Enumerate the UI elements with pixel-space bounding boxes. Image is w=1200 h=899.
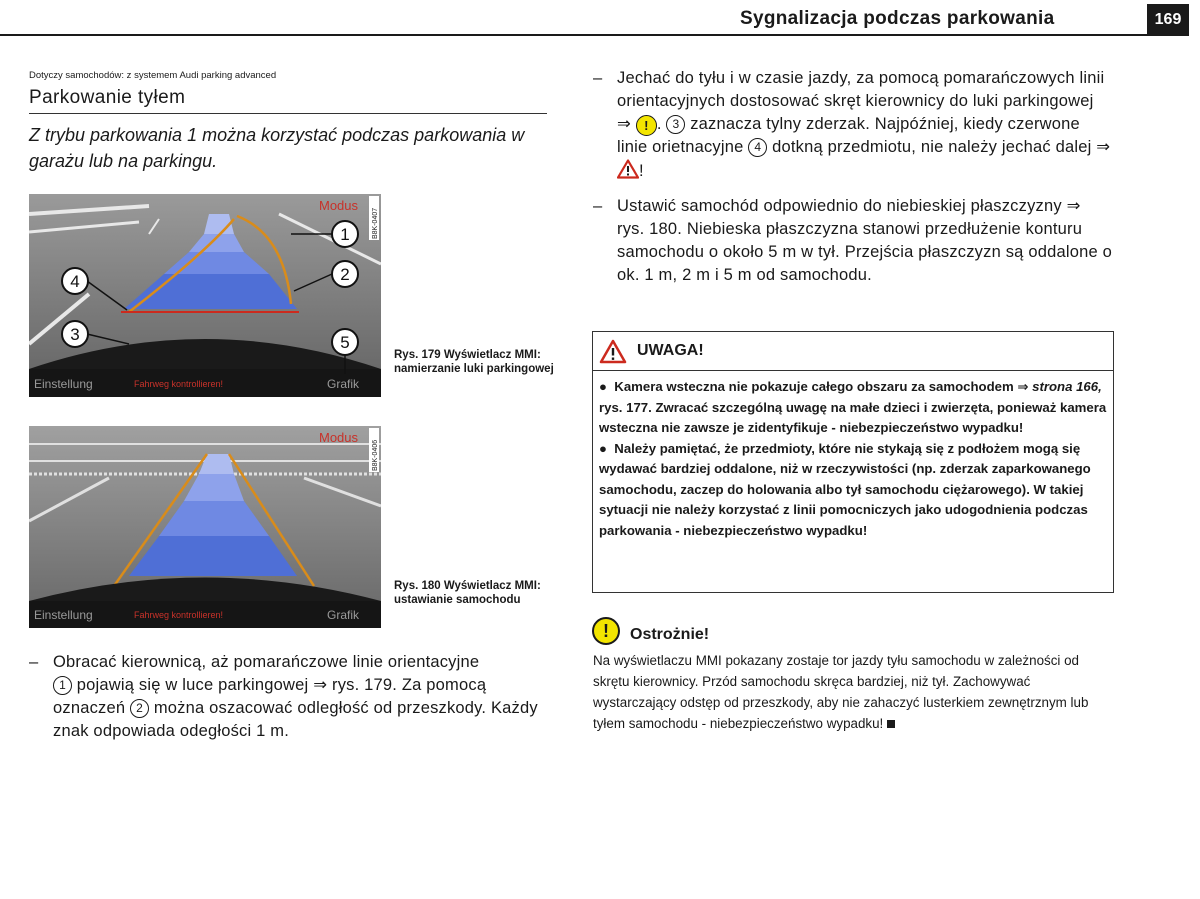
instruction-text: pojawią się w luce parkingowej ⇒ rys. 179. Za pomocą oznaczeń <box>53 676 487 717</box>
warning-paragraph <box>599 377 1107 439</box>
instruction-text: można oszacować odległość od przeszkody. Każdy znak odpowiada odegłości 1 m. <box>53 699 538 740</box>
warning-header <box>593 332 1113 371</box>
warning-text: Należy pamiętać, że przedmioty, które nie stykają się z podłożem mogą się wydawać bardziej oddalone, niż w rzeczywistości (np. zderzak zaparkowanego samochodu, zaczep do holowania albo tył samochodu ciężarowego). W takiej sytuacji nie należy korzystać z linii pomocniczych jako udogodnienia podczas parkowania - niebezpieczeństwo wypadku! <box>599 440 1091 538</box>
figure-179-caption: Rys. 179 Wyświetlacz MMI: namierzanie luki parkingowej <box>394 349 554 375</box>
intro-paragraph: Z trybu parkowania 1 można korzystać podczas parkowania w garażu lub na parkingu. <box>29 125 525 171</box>
figure-179-svg <box>29 194 381 397</box>
menu-grafik: Grafik <box>327 608 360 622</box>
warning-box <box>592 331 1114 593</box>
mode-label: Modus <box>319 198 359 213</box>
warning-triangle-icon <box>599 339 627 364</box>
caution-icon: ! <box>592 617 620 645</box>
warning-title: UWAGA! <box>637 342 704 359</box>
bullet-dash: – <box>593 69 603 87</box>
header-rule <box>0 34 1147 36</box>
marker-ref-4: 4 <box>748 138 767 157</box>
mode-label: Modus <box>319 430 359 445</box>
running-header-title: Sygnalizacja podczas parkowania <box>740 8 1055 29</box>
instruction-text: ! <box>639 162 644 180</box>
instruction-text: dotkną przedmiotu, nie należy jechać dalej ⇒ <box>772 138 1111 156</box>
menu-einstellung: Einstellung <box>34 608 93 622</box>
caution-header <box>592 617 709 645</box>
figure-180-caption: Rys. 180 Wyświetlacz MMI: ustawianie samochodu <box>394 580 541 606</box>
marker-ref-3: 3 <box>666 115 685 134</box>
menu-fahrweg: Fahrweg kontrollieren! <box>134 610 224 620</box>
marker-ref-2: 2 <box>130 699 149 718</box>
menu-einstellung: Einstellung <box>34 377 93 391</box>
bullet-dot: ● <box>599 440 607 456</box>
instruction-text: . <box>656 115 662 133</box>
bullet-dot: ● <box>599 379 607 394</box>
instruction-steer-wheel <box>29 651 553 743</box>
caution-body: Na wyświetlaczu MMI pokazany zostaje tor jazdy tyłu samochodu w zależności od skrętu kierownicy. Przód samochodu skręca bardziej, niż tył. Zachowywać wystarczający odstęp od przeszkody, aby nie zahaczyć lusterkiem zewnętrznym lub tyłem samochodu - niebezpieczeństwo wypadku! <box>593 653 1089 731</box>
menu-fahrweg: Fahrweg kontrollieren! <box>134 379 224 389</box>
figure-180-svg <box>29 426 381 628</box>
instruction-text: zaznacza tylny zderzak. Najpóźniej, kiedy czerwone linie orietnacyjne <box>617 115 1080 156</box>
figure-180-mmi-display <box>29 426 381 628</box>
callout-number: 1 <box>340 225 350 244</box>
menu-grafik: Grafik <box>327 377 360 391</box>
bullet-dash: – <box>593 197 603 215</box>
callout-number: 3 <box>70 325 80 344</box>
caution-text <box>593 650 1115 734</box>
warning-text: Kamera wsteczna nie pokazuje całego obszaru za samochodem ⇒ <box>614 379 1029 394</box>
instruction-text: Obracać kierownicą, aż pomarańczowe linie orientacyjne <box>53 653 480 671</box>
warning-triangle-icon <box>617 159 639 179</box>
instruction-align-plane <box>593 195 1113 287</box>
callout-number: 5 <box>340 333 350 352</box>
heading-rule <box>29 113 547 114</box>
instruction-text: Jechać do tyłu i w czasie jazdy, za pomocą pomarańczowych linii orientacyjnych dostosować skręt kierownicy do luki parkingowej ⇒ <box>617 69 1105 133</box>
page-reference: strona 166, <box>1032 379 1102 394</box>
callout-number: 4 <box>70 272 80 291</box>
instruction-reverse <box>593 67 1112 183</box>
instruction-text: Ustawić samochód odpowiednio do niebieskiej płaszczyzny ⇒ rys. 180. Niebieska płaszczyzna stanowi przedłużenie konturu samochodu o około 5 m w tył. Przejścia płaszczyzn są oddalone o ok. 1 m, 2 m i 5 m od samochodu. <box>617 197 1113 284</box>
end-of-section-mark <box>887 720 895 728</box>
caution-title: Ostrożnie! <box>630 626 710 643</box>
figure-code: B8K-0407 <box>372 207 379 239</box>
figure-code: B8K-0406 <box>372 439 379 471</box>
section-heading: Parkowanie tyłem <box>29 87 186 108</box>
figure-179-mmi-display <box>29 194 381 397</box>
bullet-dash: – <box>29 653 39 671</box>
page-number: 169 <box>1147 4 1189 36</box>
warning-text: rys. 177. Zwracać szczególną uwagę na małe dzieci i zwierzęta, ponieważ kamera wsteczna nie zawsze je zidentyfikuje - niebezpieczeństwo wypadku! <box>599 399 1107 435</box>
warning-paragraph <box>599 439 1107 542</box>
marker-ref-1: 1 <box>53 676 72 695</box>
caution-ref-icon: ! <box>636 115 657 136</box>
applies-to-note: Dotyczy samochodów: z systemem Audi parking advanced <box>29 70 277 81</box>
callout-number: 2 <box>340 265 350 284</box>
warning-body <box>593 371 1113 541</box>
